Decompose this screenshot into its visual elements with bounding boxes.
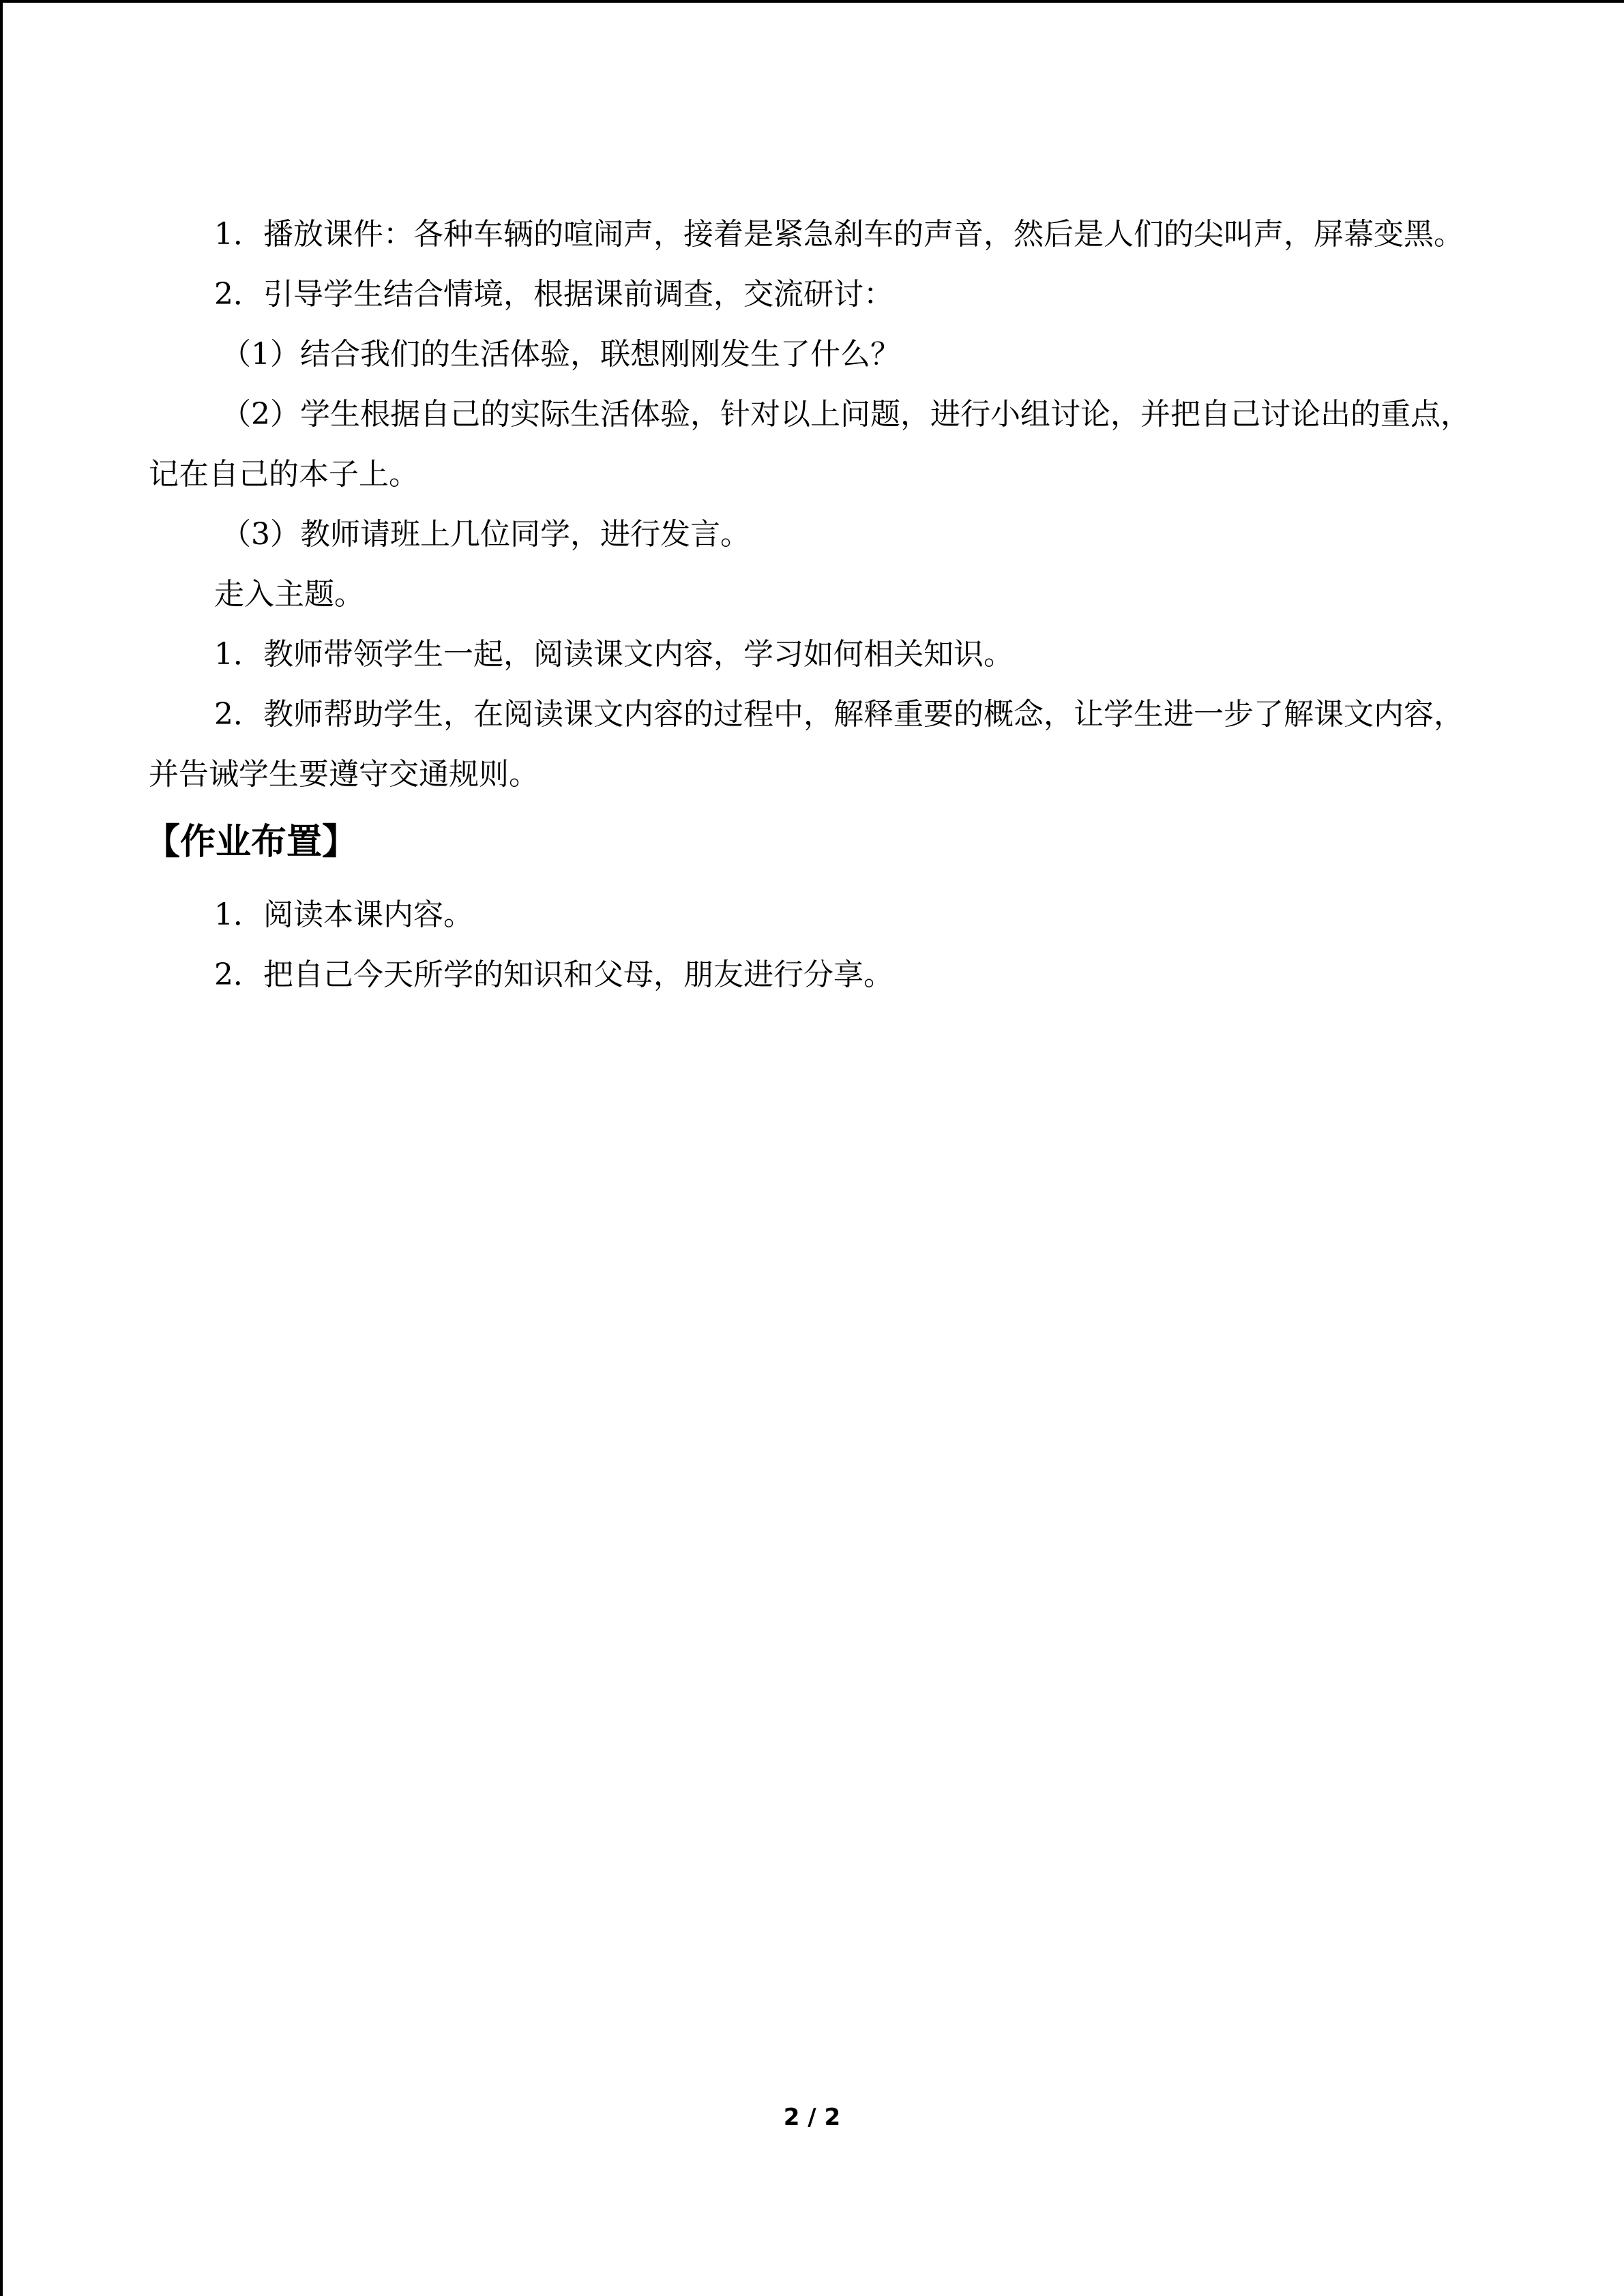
homework-item: 1．阅读本课内容。 [214,897,473,932]
document-body [145,205,1475,1005]
paragraph: 2．教师帮助学生，在阅读课文内容的过程中，解释重要的概念，让学生进一步了解课文内容，并告诫学生要遵守交通规则。 [149,697,1464,792]
paragraph: （2）学生根据自己的实际生活体验，针对以上问题，进行小组讨论，并把自己讨论出的重点，记在自己的本子上。 [149,397,1471,492]
paragraph: （1）结合我们的生活体验，联想刚刚发生了什么？ [221,337,900,372]
page-number: 2 / 2 [783,2104,841,2131]
section-heading: 【作业布置】 [145,822,358,863]
homework-item: 2．把自己今天所学的知识和父母，朋友进行分享。 [214,957,894,992]
page-border-top [0,0,1624,3]
paragraph: 1．教师带领学生一起，阅读课文内容，学习如何相关知识。 [214,637,1014,672]
paragraph: 2．引导学生结合情境，根据课前调查，交流研讨： [214,277,894,312]
paragraph: 1．播放课件：各种车辆的喧闹声，接着是紧急刹车的声音，然后是人们的尖叫声，屏幕变黑。 [214,217,1464,252]
paragraph: （3）教师请班上几位同学，进行发言。 [221,517,750,552]
paragraph: 走入主题。 [214,577,364,612]
page-border-left [0,0,3,2296]
